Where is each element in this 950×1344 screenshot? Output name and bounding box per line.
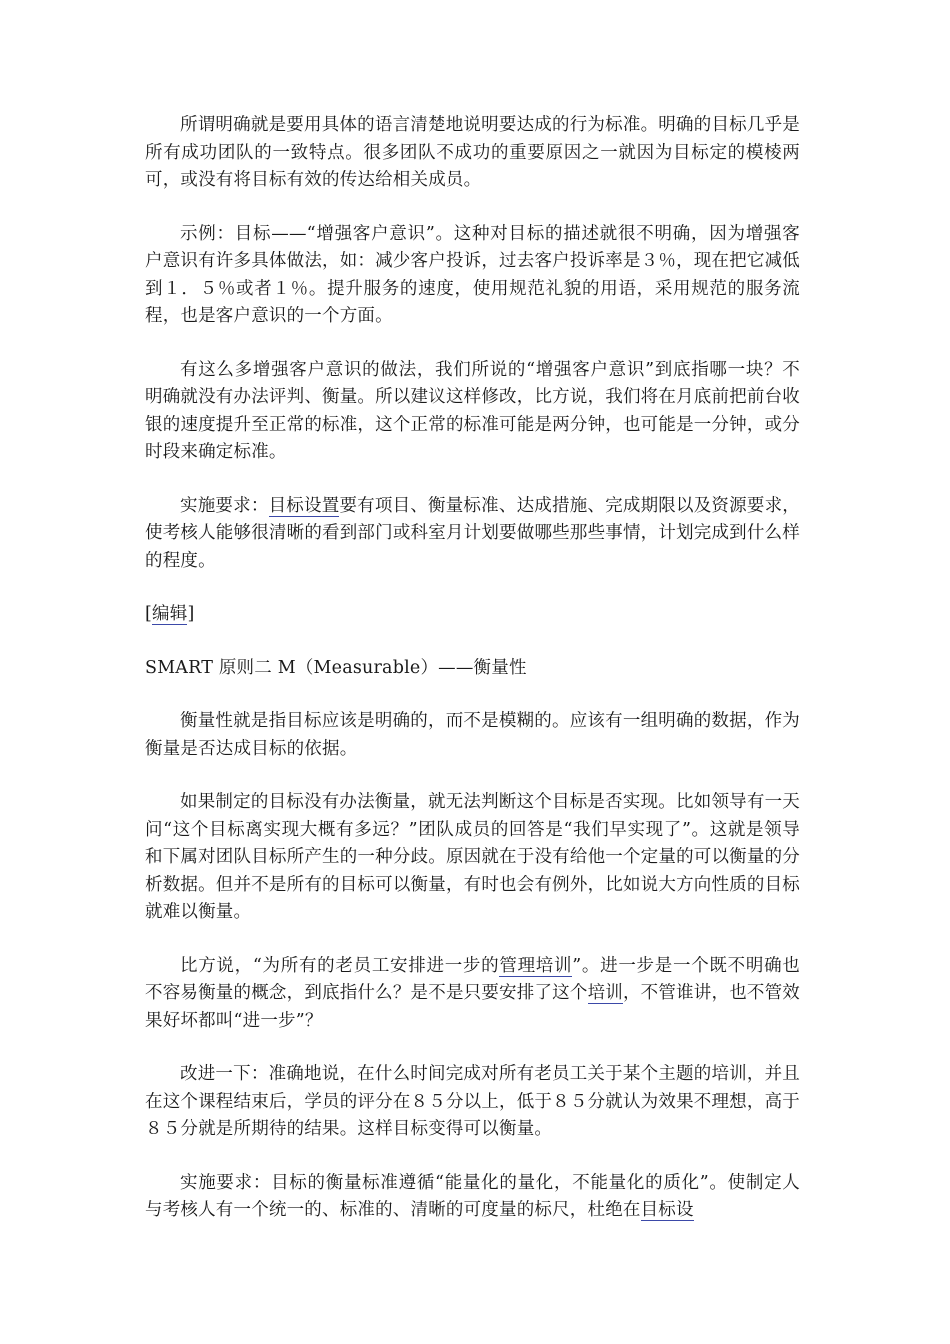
bracket-close: ] [187,604,195,624]
text-segment: 比方说，“为所有的老员工安排进一步的 [180,955,500,976]
link-management-training[interactable]: 管理培训 [499,955,573,976]
paragraph-many-methods: 有这么多增强客户意识的做法，我们所说的“增强客户意识”到底指哪一块？不明确就没有办法评判、衡量。所以建议这样修改，比方说，我们将在月底前把前台收银的速度提升至正常的标准，这个正常的标准可能是两分钟，也可能是一分钟，或分时段来确定标准。 [145,359,800,462]
section-heading-measurable: SMART 原则二 M（Measurable）——衡量性 [145,657,527,678]
document-page [145,112,800,1225]
paragraph-training-example [145,953,800,1036]
edit-link[interactable]: 编辑 [152,604,188,624]
paragraph-cannot-measure: 如果制定的目标没有办法衡量，就无法判断这个目标是否实现。比如领导有一天问“这个目标离实现大概有多远？”团队成员的回答是“我们早实现了”。这就是领导和下属对团队目标所产生的一种分歧。原因就在于没有给他一个定量的可以衡量的分析数据。但并不是所有的目标可以衡量，有时也会有例外，比如说大方向性质的目标就难以衡量。 [145,792,800,922]
paragraph-example: 示例：目标——“增强客户意识”。这种对目标的描述就很不明确，因为增强客户意识有许多具体做法，如：减少客户投诉，过去客户投诉率是３％，现在把它减低到１．５％或者１％。提升服务的速度，使用规范礼貌的用语，采用规范的服务流程，也是客户意识的一个方面。 [145,223,800,326]
paragraph-specific-definition: 所谓明确就是要用具体的语言清楚地说明要达成的行为标准。明确的目标几乎是所有成功团队的一致特点。很多团队不成功的重要原因之一就因为目标定的模棱两可，或没有将目标有效的传达给相关成员。 [145,115,800,190]
text-segment: ，不管谁讲，也不管效果好坏都叫“进一步”？ [145,983,801,1031]
paragraph-measurable-definition: 衡量性就是指目标应该是明确的，而不是模糊的。应该有一组明确的数据，作为衡量是否达成目标的依据。 [145,711,800,759]
bracket-open: [ [145,604,153,624]
link-goal-setting[interactable]: 目标设置 [268,495,340,516]
paragraph-implementation-requirement-1 [145,493,800,576]
text-segment: 实施要求： [180,495,269,516]
link-goal-setting-2[interactable]: 目标设 [640,1200,694,1220]
link-training[interactable]: 培训 [587,983,623,1003]
paragraph-implementation-requirement-2 [145,1170,800,1225]
paragraph-improvement: 改进一下：准确地说，在什么时间完成对所有老员工关于某个主题的培训，并且在这个课程结束后，学员的评分在８５分以上，低于８５分就认为效果不理想，高于８５分就是所期待的结果。这样目标变得可以衡量。 [145,1064,800,1139]
text-segment: 实施要求：目标的衡量标准遵循“能量化的量化，不能量化的质化”。使制定人与考核人有一个统一的、标准的、清晰的可度量的标尺，杜绝在 [145,1172,800,1220]
text-segment: ”。进一步是一个既不明确也不容易衡量的概念，到底指什么？是不是只要安排了这个 [145,955,800,1003]
edit-section-link [145,601,800,629]
text-segment: 要有项目、衡量标准、达成措施、完成期限以及资源要求，使考核人能够很清晰的看到部门或科室月计划要做哪些那些事情，计划完成到什么样的程度。 [145,495,800,571]
